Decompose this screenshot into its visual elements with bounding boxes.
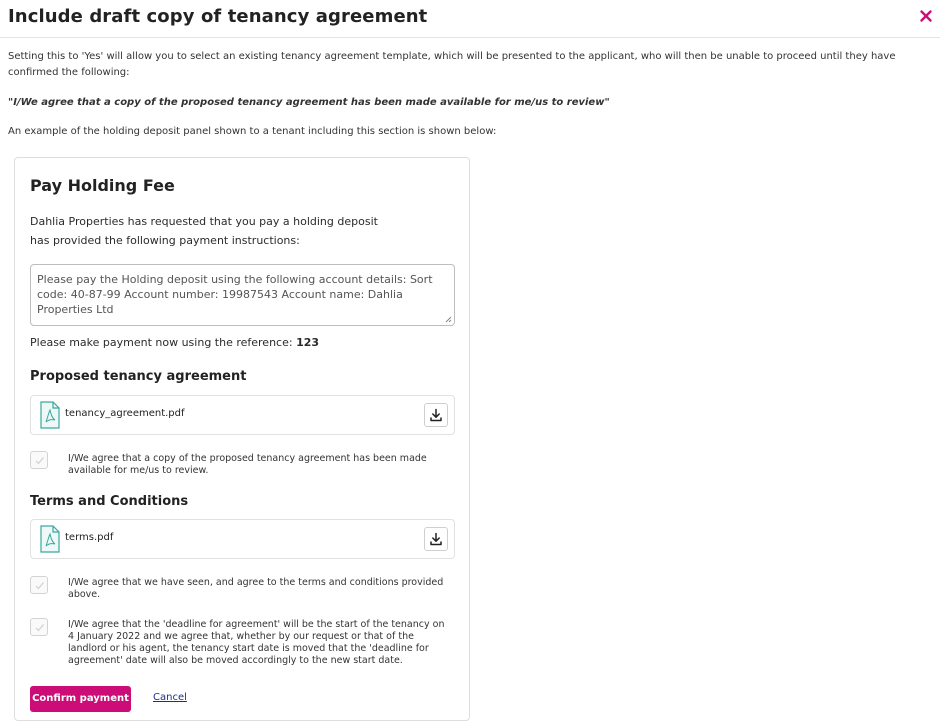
close-icon[interactable] bbox=[918, 8, 934, 24]
terms-file-row[interactable] bbox=[30, 519, 455, 559]
panel-intro bbox=[30, 212, 410, 250]
header-divider bbox=[0, 37, 940, 38]
download-icon bbox=[429, 408, 443, 422]
dialog-title: Include draft copy of tenancy agreement bbox=[8, 6, 428, 27]
consent-quote: "I/We agree that a copy of the proposed tenancy agreement has been made available for me/us to review" bbox=[8, 97, 610, 108]
payment-instructions-textarea[interactable] bbox=[30, 264, 455, 326]
tenancy-consent-label: I/We agree that a copy of the proposed tenancy agreement has been made available for me/us to review. bbox=[68, 453, 427, 476]
deadline-consent-checkbox[interactable] bbox=[30, 618, 48, 636]
check-icon bbox=[34, 580, 45, 591]
tenancy-file-row[interactable] bbox=[30, 395, 455, 435]
intro-line-1: Dahlia Properties has requested that you pay a holding deposit bbox=[30, 215, 378, 228]
dialog-description: Setting this to 'Yes' will allow you to select an existing tenancy agreement template, which will be presented to the applicant, who will then be unable to proceed until they have confirmed the following: bbox=[8, 51, 896, 78]
holding-deposit-panel bbox=[14, 157, 470, 721]
tenancy-heading: Proposed tenancy agreement bbox=[30, 369, 247, 384]
check-icon bbox=[34, 622, 45, 633]
resize-grip-icon[interactable] bbox=[444, 315, 452, 323]
download-icon bbox=[429, 532, 443, 546]
download-tenancy-button[interactable] bbox=[424, 403, 448, 427]
reference-label: Please make payment now using the reference: bbox=[30, 336, 293, 349]
pdf-file-icon bbox=[40, 401, 60, 429]
pdf-file-icon bbox=[40, 525, 60, 553]
reference-value: 123 bbox=[296, 336, 320, 349]
payment-reference bbox=[30, 336, 319, 349]
terms-heading: Terms and Conditions bbox=[30, 494, 189, 509]
check-icon bbox=[34, 455, 45, 466]
payment-instructions-text: Please pay the Holding deposit using the following account details: Sort code: 40-87-99 Account number: 19987543 Account name: Dahlia Properties Ltd bbox=[37, 273, 433, 316]
terms-consent-checkbox[interactable] bbox=[30, 576, 48, 594]
cancel-link[interactable]: Cancel bbox=[153, 692, 187, 703]
tenancy-file-name[interactable]: tenancy_agreement.pdf bbox=[65, 408, 185, 419]
deadline-consent-label: I/We agree that the 'deadline for agreement' will be the start of the tenancy on 4 January 2022 and we agree that, whether by our request or that of the landlord or his agent, the tenancy start date is moved that the 'deadline for agreement' date will also be moved accordingly to the new start date. bbox=[68, 619, 445, 666]
terms-consent-label: I/We agree that we have seen, and agree to the terms and conditions provided above. bbox=[68, 577, 444, 600]
terms-file-name[interactable]: terms.pdf bbox=[65, 532, 114, 543]
example-text: An example of the holding deposit panel shown to a tenant including this section is shown below: bbox=[8, 126, 497, 137]
tenancy-consent-checkbox[interactable] bbox=[30, 451, 48, 469]
download-terms-button[interactable] bbox=[424, 527, 448, 551]
panel-heading: Pay Holding Fee bbox=[30, 176, 175, 195]
confirm-payment-button[interactable]: Confirm payment bbox=[30, 686, 131, 712]
intro-line-2: has provided the following payment instructions: bbox=[30, 234, 300, 247]
